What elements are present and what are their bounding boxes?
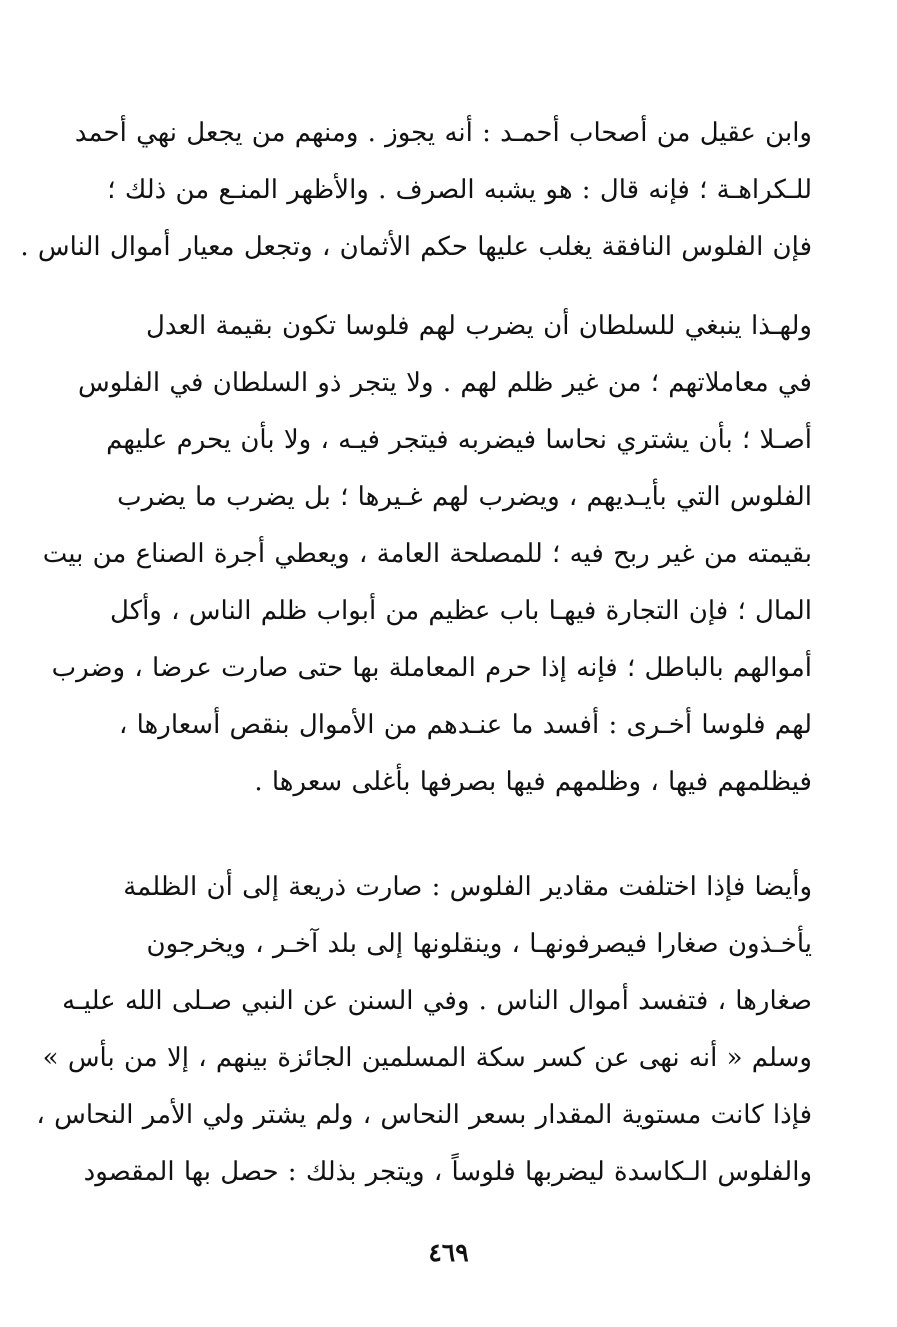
text-line: وأيضا فإذا اختلفت مقادير الفلوس : صارت ذريعة إلى أن الظلمة [123, 872, 812, 902]
text-line: صغارها ، فتفسد أموال الناس . وفي السنن عن النبي صـلى الله عليـه [62, 986, 812, 1016]
text-line: الفلوس التي بأيـديهم ، ويضرب لهم غـيرها ؛ بل يضرب ما يضرب [117, 482, 812, 512]
text-line: ولهـذا ينبغي للسلطان أن يضرب لهم فلوسا تكون بقيمة العدل [145, 311, 812, 341]
paragraph-1 [20, 105, 812, 276]
text-line: وسلم « أنه نهى عن كسر سكة المسلمين الجائزة بينهم ، إلا من بأس » [42, 1043, 812, 1073]
text-line: المال ؛ فإن التجارة فيهـا باب عظيم من أبواب ظلم الناس ، وأكل [110, 596, 812, 626]
text-line: فيظلمهم فيها ، وظلمهم فيها بصرفها بأغلى سعرها . [254, 767, 812, 797]
page-number: ٤٦٩ [428, 1238, 469, 1267]
text-line: في معاملاتهم ؛ من غير ظلم لهم . ولا يتجر ذو السلطان في الفلوس [78, 368, 812, 398]
text-line: أصـلا ؛ بأن يشتري نحاسا فيضربه فيتجر فيـه ، ولا بأن يحرم عليهم [106, 425, 812, 455]
text-line: بقيمته من غير ربح فيه ؛ للمصلحة العامة ، ويعطي أجرة الصناع من بيت [42, 539, 812, 569]
paragraph-2 [42, 298, 812, 811]
text-line: للـكراهـة ؛ فإنه قال : هو يشبه الصرف . والأظهر المنـع من ذلك ؛ [107, 175, 812, 205]
text-line: وابن عقيل من أصحاب أحمـد : أنه يجوز . ومنهم من يجعل نهي أحمد [74, 118, 812, 148]
text-line: يأخـذون صغارا فيصرفونهـا ، وينقلونها إلى بلد آخـر ، ويخرجون [146, 929, 812, 959]
text-line: فإن الفلوس النافقة يغلب عليها حكم الأثمان ، وتجعل معيار أموال الناس . [20, 232, 812, 262]
text-line: فإذا كانت مستوية المقدار بسعر النحاس ، ولم يشتر ولي الأمر النحاس ، [36, 1100, 812, 1130]
text-line: أموالهم بالباطل ؛ فإنه إذا حرم المعاملة بها حتى صارت عرضا ، وضرب [51, 653, 812, 683]
text-line: والفلوس الـكاسدة ليضربها فلوساً ، ويتجر بذلك : حصل بها المقصود [83, 1157, 812, 1187]
text-line: لهم فلوسا أخـرى : أفسد ما عنـدهم من الأموال بنقص أسعارها ، [118, 710, 812, 740]
paragraph-3 [36, 859, 812, 1201]
